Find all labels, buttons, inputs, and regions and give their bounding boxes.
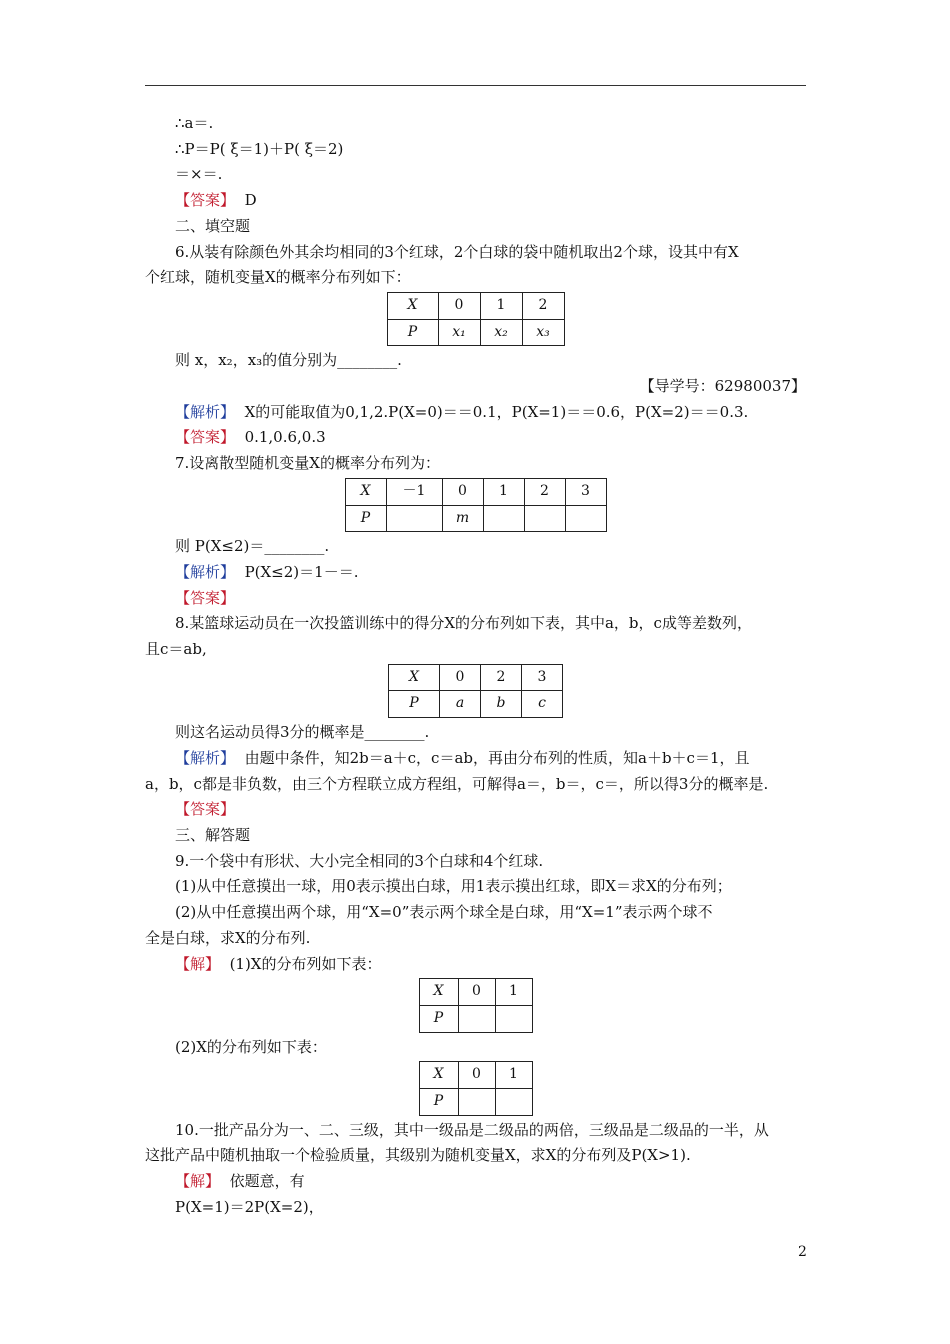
text-line: 9.一个袋中有形状、大小完全相同的3个白球和4个红球.: [175, 851, 544, 870]
table-row: [389, 664, 563, 691]
table-cell: X: [345, 478, 386, 505]
table-cell: 1: [495, 1062, 532, 1089]
page-number: 2: [798, 1244, 807, 1260]
table-cell: 0: [458, 979, 495, 1006]
text-line: 这批产品中随机抽取一个检验质量，其级别为随机变量X，求X的分布列及P(X>1).: [145, 1146, 691, 1165]
analysis-line: [145, 746, 806, 772]
table-cell: 3: [565, 478, 606, 505]
answer-label: 【答案】: [175, 588, 236, 607]
text-line: (1)从中任意摸出一球，用0表示摸出白球，用1表示摸出红球，即X＝求X的分布列；: [175, 877, 732, 896]
answer-label: 【答案】: [175, 800, 236, 819]
table-cell: P: [387, 319, 438, 346]
table-cell: [458, 1005, 495, 1032]
text-line: 则 x，x₂，x₃的值分别为________.: [175, 351, 402, 370]
solution-text: (1)X的分布列如下表：: [229, 954, 382, 973]
table-cell: x₂: [480, 319, 522, 346]
table-cell: [495, 1089, 532, 1116]
table-cell: x₁: [438, 319, 480, 346]
table-cell: 0: [442, 478, 483, 505]
text-line: 6.从装有除颜色外其余均相同的3个红球，2个白球的袋中随机取出2个球，设其中有X: [175, 242, 739, 261]
table-cell: a: [440, 691, 481, 718]
text-line: 则 P(X≤2)＝________.: [175, 537, 330, 556]
table-row: [419, 1089, 532, 1116]
table-cell: X: [389, 664, 440, 691]
analysis-text: P(X≤2)＝1－＝.: [244, 562, 359, 581]
text-line: 7.设离散型随机变量X的概率分布列为：: [175, 454, 440, 473]
text-line: (2)从中任意摸出两个球，用“X=0”表示两个球全是白球，用“X=1”表示两个球不: [175, 903, 713, 922]
table-cell: 0: [440, 664, 481, 691]
solution-text: 依题意，有: [229, 1172, 305, 1191]
table-cell: x₃: [522, 319, 564, 346]
distribution-table: [387, 292, 565, 346]
table-cell: 1: [483, 478, 524, 505]
table-row: [345, 505, 606, 532]
analysis-label: 【解析】: [175, 402, 236, 421]
table-cell: [524, 505, 565, 532]
table-cell: 0: [438, 292, 480, 319]
table-cell: 1: [495, 979, 532, 1006]
table-cell: 0: [458, 1062, 495, 1089]
section-heading: 三、解答题: [175, 825, 251, 844]
table-row: [345, 478, 606, 505]
answer-line: [145, 188, 806, 214]
table-cell: [458, 1089, 495, 1116]
text-line: 8.某篮球运动员在一次投篮训练中的得分X的分布列如下表，其中a，b，c成等差数列，: [175, 614, 752, 633]
table-row: [387, 292, 564, 319]
text-line: P(X=1)＝2P(X=2)，: [175, 1197, 324, 1216]
text-line: ∴P＝P( ξ＝1)＋P( ξ＝2): [175, 139, 344, 158]
text-line: 且c＝ab,: [145, 640, 207, 659]
table-cell: P: [419, 1089, 458, 1116]
table-cell: 2: [481, 664, 522, 691]
answer-line: [145, 425, 806, 451]
distribution-table: [419, 1061, 533, 1115]
document-body: [145, 111, 806, 1221]
answer-text: D: [244, 191, 257, 210]
guide-number: 【导学号：62980037】: [639, 377, 806, 396]
table-cell: [483, 505, 524, 532]
solution-label: 【解】: [175, 1172, 221, 1191]
table-row: [419, 979, 532, 1006]
table-cell: 2: [522, 292, 564, 319]
analysis-line: [145, 560, 806, 586]
analysis-label: 【解析】: [175, 562, 236, 581]
table-cell: [495, 1005, 532, 1032]
solution-line: [145, 952, 806, 978]
table-cell: 1: [480, 292, 522, 319]
text-line: a，b，c都是非负数，由三个方程联立成方程组，可解得a＝，b＝，c＝，所以得3分的概率是.: [145, 774, 769, 793]
distribution-table: [419, 978, 533, 1032]
text-line: ∴a＝.: [175, 114, 214, 132]
analysis-text: X的可能取值为0,1,2.P(X=0)＝＝0.1，P(X=1)＝＝0.6，P(X=2)＝＝0.3.: [244, 402, 749, 421]
solution-line: [145, 1169, 806, 1195]
answer-line: [145, 797, 806, 823]
table-cell: b: [481, 691, 522, 718]
table-cell: －1: [386, 478, 442, 505]
table-cell: m: [442, 505, 483, 532]
table-cell: X: [419, 979, 458, 1006]
text-line: 个红球，随机变量X的概率分布列如下：: [145, 268, 411, 287]
text-line: 则这名运动员得3分的概率是________.: [175, 723, 430, 742]
text-line: (2)X的分布列如下表：: [175, 1037, 327, 1056]
table-cell: P: [389, 691, 440, 718]
answer-label: 【答案】: [175, 428, 236, 447]
table-cell: P: [345, 505, 386, 532]
distribution-table: [345, 478, 607, 532]
header-rule: [145, 85, 806, 86]
table-row: [387, 319, 564, 346]
analysis-line: [145, 400, 806, 426]
table-cell: [565, 505, 606, 532]
distribution-table: [388, 664, 563, 718]
table-cell: X: [387, 292, 438, 319]
analysis-label: 【解析】: [175, 748, 236, 767]
table-cell: P: [419, 1005, 458, 1032]
text-line: 10.一批产品分为一、二、三级，其中一级品是二级品的两倍，三级品是二级品的一半，从: [175, 1120, 769, 1139]
answer-label: 【答案】: [175, 191, 236, 210]
table-cell: 3: [522, 664, 563, 691]
solution-label: 【解】: [175, 954, 221, 973]
answer-line: [145, 586, 806, 612]
table-row: [419, 1062, 532, 1089]
text-line: ＝×＝.: [175, 165, 223, 184]
analysis-text: 由题中条件，知2b＝a＋c，c＝ab，再由分布列的性质，知a＋b＋c＝1，且: [244, 748, 750, 767]
text-line: 全是白球，求X的分布列.: [145, 928, 311, 947]
answer-text: 0.1,0.6,0.3: [244, 428, 326, 447]
table-cell: X: [419, 1062, 458, 1089]
section-heading: 二、填空题: [175, 216, 251, 235]
table-cell: [386, 505, 442, 532]
table-cell: c: [522, 691, 563, 718]
table-cell: 2: [524, 478, 565, 505]
table-row: [389, 691, 563, 718]
table-row: [419, 1005, 532, 1032]
